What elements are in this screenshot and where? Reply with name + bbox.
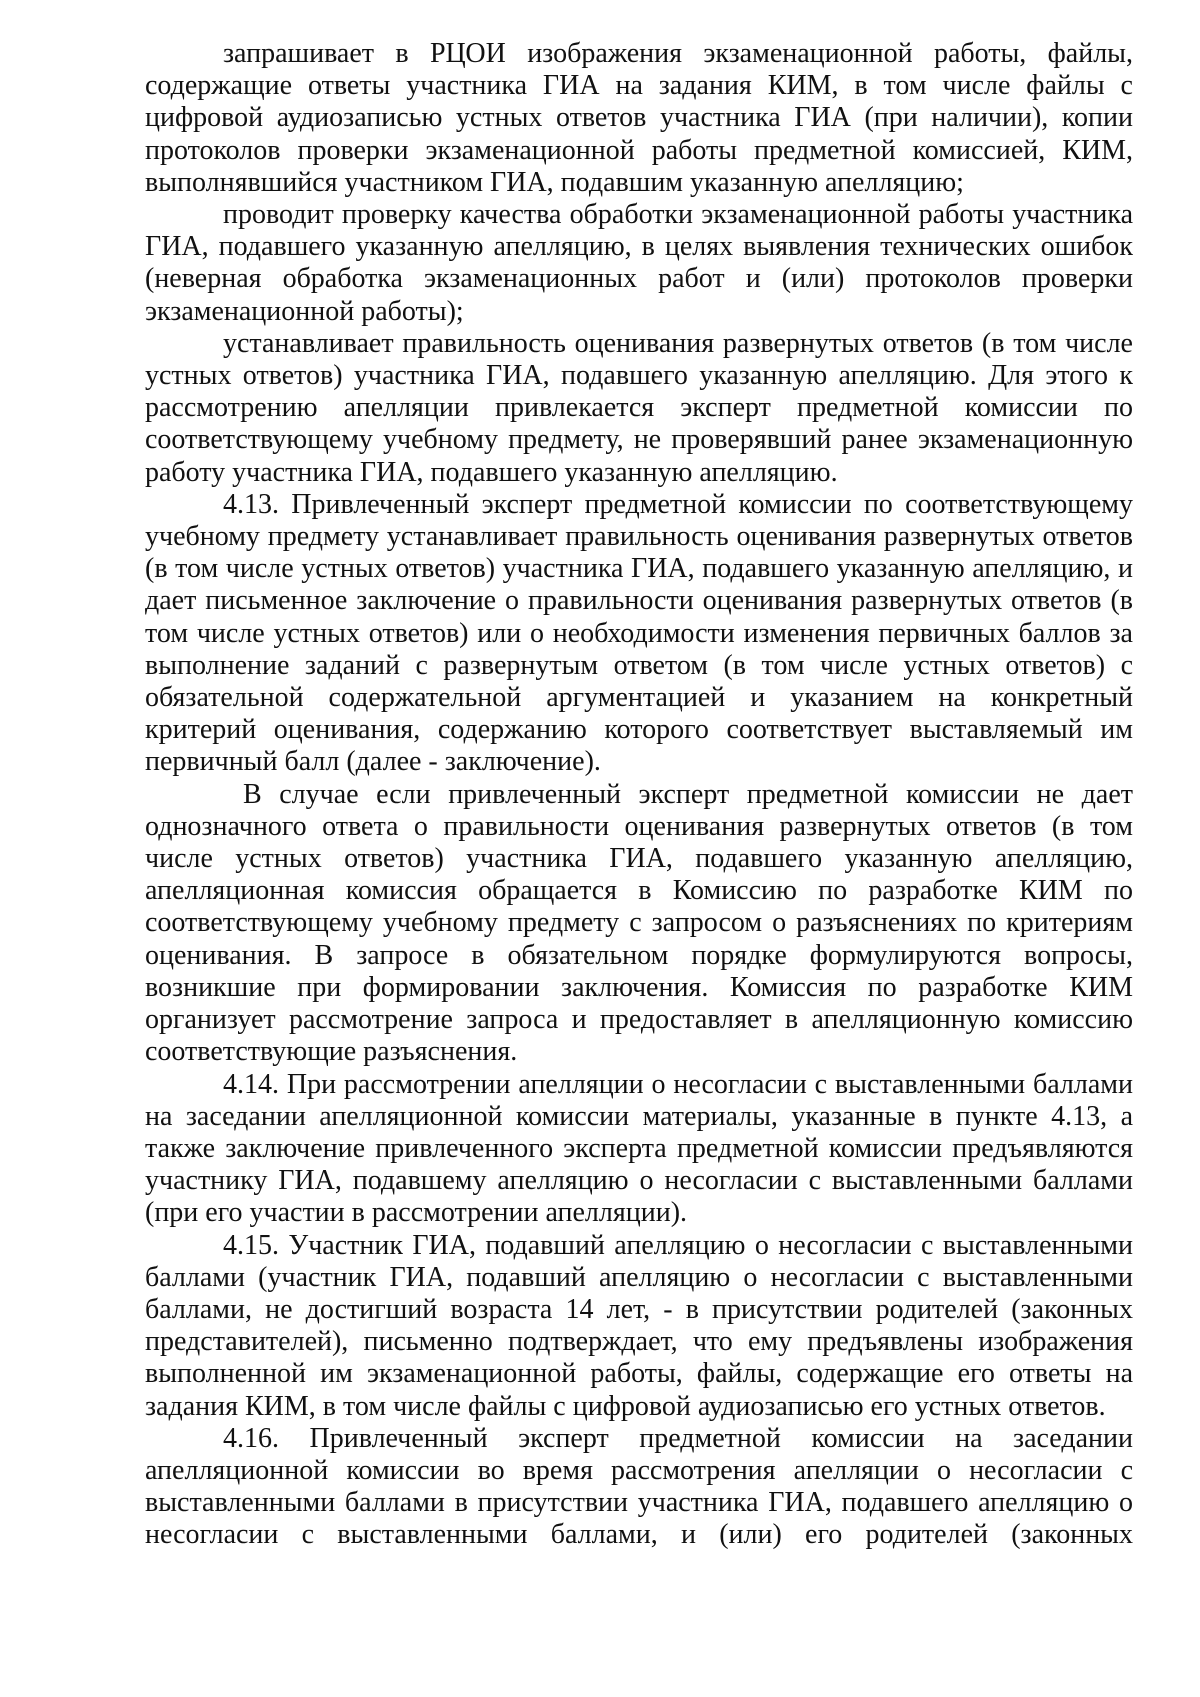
paragraph-ambiguous-answer: В случае если привлеченный эксперт предметной комиссии не дает однозначного ответа о правильности оценивания развернутых ответов (в том числе устных ответов) участника ГИА, подавшего указанную апелляцию, апелляционная комиссия обращается в Комиссию по разработке КИМ по соответствующему учебному предмету с запросом о разъяснениях по критериям оценивания. В запросе в обязательном порядке формулируются вопросы, возникшие при формировании заключения. Комиссия по разработке КИМ организует рассмотрение запроса и предоставляет в апелляционную комиссию соответствующие разъяснения. [145, 778, 1133, 1068]
paragraph-4-16: 4.16. Привлеченный эксперт предметной комиссии на заседании апелляционной комиссии во время рассмотрения апелляции о несогласии с выставленными баллами в присутствии участника ГИА, подавшего апелляцию о несогласии с выставленными баллами, и (или) его родителей (законных [145, 1422, 1133, 1551]
paragraph-establish-correctness: устанавливает правильность оценивания развернутых ответов (в том числе устных ответов) участника ГИА, подавшего указанную апелляцию. Для этого к рассмотрению апелляции привлекается эксперт предметной комиссии по соответствующему учебному предмету, не проверявший ранее экзаменационную работу участника ГИА, подавшего указанную апелляцию. [145, 327, 1133, 488]
paragraph-4-13: 4.13. Привлеченный эксперт предметной комиссии по соответствующему учебному предмету устанавливает правильность оценивания развернутых ответов (в том числе устных ответов) участника ГИА, подавшего указанную апелляцию, и дает письменное заключение о правильности оценивания развернутых ответов (в том числе устных ответов) или о необходимости изменения первичных баллов за выполнение заданий с развернутым ответом (в том числе устных ответов) с обязательной содержательной аргументацией и указанием на конкретный критерий оценивания, содержанию которого соответствует выставляемый им первичный балл (далее - заключение). [145, 488, 1133, 778]
paragraph-request-materials: запрашивает в РЦОИ изображения экзаменационной работы, файлы, содержащие ответы участника ГИА на задания КИМ, в том числе файлы с цифровой аудиозаписью устных ответов участника ГИА (при наличии), копии протоколов проверки экзаменационной работы предметной комиссией, КИМ, выполнявшийся участником ГИА, подавшим указанную апелляцию; [145, 38, 1133, 198]
paragraph-check-processing: проводит проверку качества обработки экзаменационной работы участника ГИА, подавшего указанную апелляцию, в целях выявления технических ошибок (неверная обработка экзаменационных работ и (или) протоколов проверки экзаменационной работы); [145, 199, 1133, 327]
paragraph-4-14: 4.14. При рассмотрении апелляции о несогласии с выставленными баллами на заседании апелляционной комиссии материалы, указанные в пункте 4.13, а также заключение привлеченного эксперта предметной комиссии предъявляются участнику ГИА, подавшему апелляцию о несогласии с выставленными баллами (при его участии в рассмотрении апелляции). [145, 1068, 1133, 1229]
paragraph-4-15: 4.15. Участник ГИА, подавший апелляцию о несогласии с выставленными баллами (участник ГИА, подавший апелляцию о несогласии с выставленными баллами, не достигший возраста 14 лет, - в присутствии родителей (законных представителей), письменно подтверждает, что ему предъявлены изображения выполненной им экзаменационной работы, файлы, содержащие его ответы на задания КИМ, в том числе файлы с цифровой аудиозаписью его устных ответов. [145, 1229, 1133, 1422]
document-body [145, 38, 1133, 1552]
